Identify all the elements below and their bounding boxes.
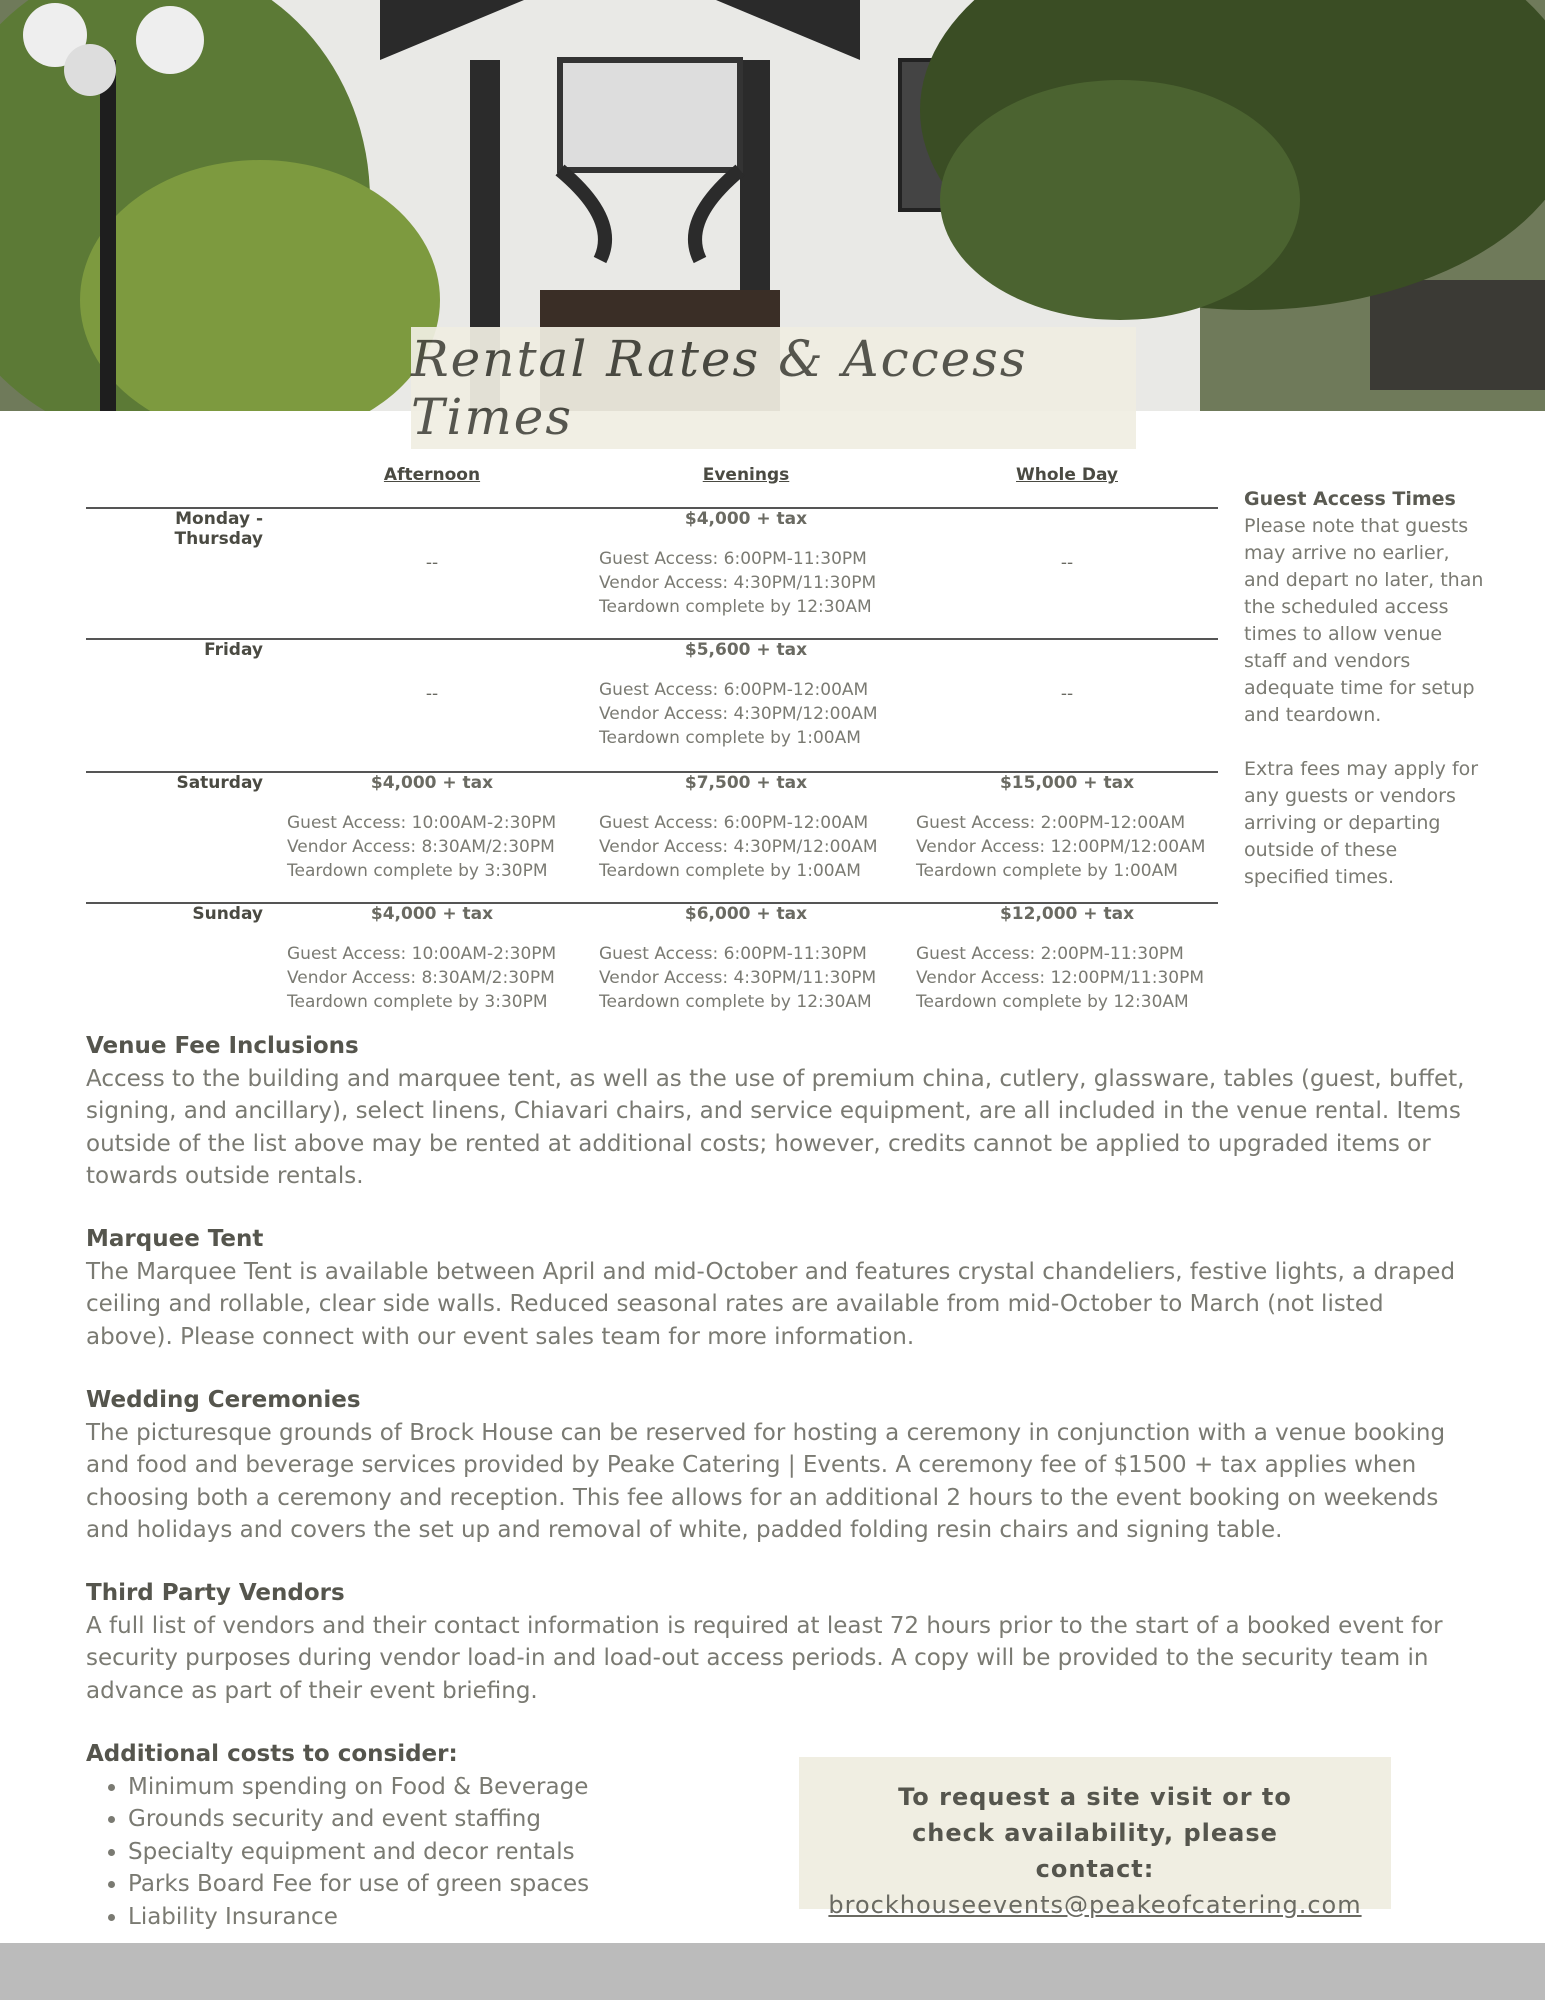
footer-bar — [0, 1943, 1545, 2000]
row-day-label: Sunday — [192, 904, 263, 924]
access-detail-evenings: Guest Access: 6:00PM-12:00AM — [599, 813, 869, 833]
access-detail-evenings: Vendor Access: 4:30PM/11:30PM — [599, 573, 877, 593]
access-detail-evenings: Teardown complete by 12:30AM — [599, 597, 872, 617]
price-whole: $15,000 + tax — [999, 773, 1135, 793]
guest-access-text: Please note that guests may arrive no earlier, and depart no later, than the scheduled access times to allow venue staff and vendors adequate time for setup and teardown. — [1244, 515, 1484, 726]
section-venue-fee — [86, 1030, 1466, 1193]
access-detail-whole: Teardown complete by 12:30AM — [916, 992, 1189, 1012]
access-detail-evenings: Vendor Access: 4:30PM/12:00AM — [599, 704, 878, 724]
column-header-afternoon: Afternoon — [383, 465, 481, 485]
price-whole: $12,000 + tax — [999, 904, 1135, 924]
access-detail-afternoon: Vendor Access: 8:30AM/2:30PM — [287, 837, 555, 857]
section-wedding-ceremonies — [86, 1384, 1466, 1547]
guest-access-heading: Guest Access Times — [1244, 488, 1456, 510]
contact-text: To request a site visit or to check availability, please contact: — [898, 1783, 1292, 1883]
extra-fees-text: Extra fees may apply for any guests or vendors arriving or departing outside of these specified times. — [1244, 758, 1479, 888]
list-item: • Specialty equipment and decor rentals — [128, 1836, 589, 1869]
section-body: The Marquee Tent is available between April and mid-October and features crystal chandeliers, festive lights, a draped ceiling and rollable, clear side walls. Reduced seasonal rates are available from mid-October to March (not listed above). Please connect with our event sales team for more information. — [86, 1258, 1456, 1350]
list-item: • Grounds security and event staffing — [128, 1803, 589, 1836]
contact-box — [799, 1757, 1391, 1919]
column-header-whole-day: Whole Day — [1016, 465, 1118, 485]
section-body: A full list of vendors and their contact information is required at least 72 hours prior to the start of a booked event for security purposes during vendor load-in and load-out access periods. A copy will be provided to the security team in advance as part of their event briefing. — [86, 1612, 1443, 1704]
empty-whole: -- — [1060, 684, 1074, 704]
access-detail-evenings: Guest Access: 6:00PM-11:30PM — [599, 944, 867, 964]
empty-afternoon: -- — [425, 684, 439, 704]
access-detail-afternoon: Teardown complete by 3:30PM — [287, 861, 548, 881]
section-heading: Marquee Tent — [86, 1226, 264, 1252]
list-item: • Minimum spending on Food & Beverage — [128, 1771, 589, 1804]
price-afternoon: $4,000 + tax — [370, 904, 494, 924]
contact-email-link[interactable]: brockhouseevents@peakeofcatering.com — [828, 1891, 1362, 1919]
access-detail-whole: Guest Access: 2:00PM-11:30PM — [916, 944, 1184, 964]
section-body: The picturesque grounds of Brock House can be reserved for hosting a ceremony in conjunction with a venue booking and food and beverage services provided by Peake Catering | Events. A ceremony fee of $1500 + tax applies when choosing both a ceremony and reception. This fee allows for an additional 2 hours to the event booking on weekends and holidays and covers the set up and removal of white, padded folding resin chairs and signing table. — [86, 1419, 1446, 1543]
section-marquee-tent — [86, 1223, 1466, 1353]
access-detail-evenings: Teardown complete by 1:00AM — [599, 728, 861, 748]
empty-afternoon: -- — [425, 553, 439, 573]
empty-whole: -- — [1060, 553, 1074, 573]
row-day-label: Saturday — [176, 773, 263, 793]
access-detail-evenings: Teardown complete by 12:30AM — [599, 992, 872, 1012]
access-detail-evenings: Teardown complete by 1:00AM — [599, 861, 861, 881]
access-detail-evenings: Vendor Access: 4:30PM/12:00AM — [599, 837, 878, 857]
column-header-evenings: Evenings — [702, 465, 790, 485]
list-item: • Parks Board Fee for use of green spaces — [128, 1868, 589, 1901]
guest-access-note — [1244, 486, 1484, 891]
page-title-banner — [411, 327, 1136, 449]
access-detail-evenings: Guest Access: 6:00PM-11:30PM — [599, 549, 867, 569]
access-detail-whole: Vendor Access: 12:00PM/11:30PM — [916, 968, 1205, 988]
price-evenings: $4,000 + tax — [684, 509, 808, 529]
section-heading: Venue Fee Inclusions — [86, 1033, 359, 1059]
access-detail-afternoon: Teardown complete by 3:30PM — [287, 992, 548, 1012]
access-detail-whole: Guest Access: 2:00PM-12:00AM — [916, 813, 1186, 833]
access-detail-afternoon: Guest Access: 10:00AM-2:30PM — [287, 813, 557, 833]
price-afternoon: $4,000 + tax — [370, 773, 494, 793]
list-item: • Liability Insurance — [128, 1901, 589, 1934]
section-body: Access to the building and marquee tent, as well as the use of premium china, cutlery, glassware, tables (guest, buffet, signing, and ancillary), select linens, Chiavari chairs, and service equipment, are all included in the venue rental. Items outside of the list above may be rented at additional costs; however, credits cannot be applied to upgraded items or towards outside rentals. — [86, 1065, 1465, 1189]
access-detail-whole: Vendor Access: 12:00PM/12:00AM — [916, 837, 1206, 857]
price-evenings: $7,500 + tax — [684, 773, 808, 793]
section-third-party-vendors — [86, 1577, 1466, 1707]
page-title: Rental Rates & Access Times — [411, 330, 1028, 446]
section-heading: Wedding Ceremonies — [86, 1387, 361, 1413]
additional-costs — [86, 1738, 589, 1933]
row-day-label: Monday - Thursday — [174, 509, 263, 549]
price-evenings: $6,000 + tax — [684, 904, 808, 924]
section-heading: Third Party Vendors — [86, 1580, 345, 1606]
access-detail-evenings: Guest Access: 6:00PM-12:00AM — [599, 680, 869, 700]
access-detail-evenings: Vendor Access: 4:30PM/11:30PM — [599, 968, 877, 988]
access-detail-whole: Teardown complete by 1:00AM — [916, 861, 1178, 881]
additional-costs-heading: Additional costs to consider: — [86, 1741, 458, 1767]
row-day-label: Friday — [204, 640, 263, 660]
price-evenings: $5,600 + tax — [684, 640, 808, 660]
access-detail-afternoon: Vendor Access: 8:30AM/2:30PM — [287, 968, 555, 988]
access-detail-afternoon: Guest Access: 10:00AM-2:30PM — [287, 944, 557, 964]
